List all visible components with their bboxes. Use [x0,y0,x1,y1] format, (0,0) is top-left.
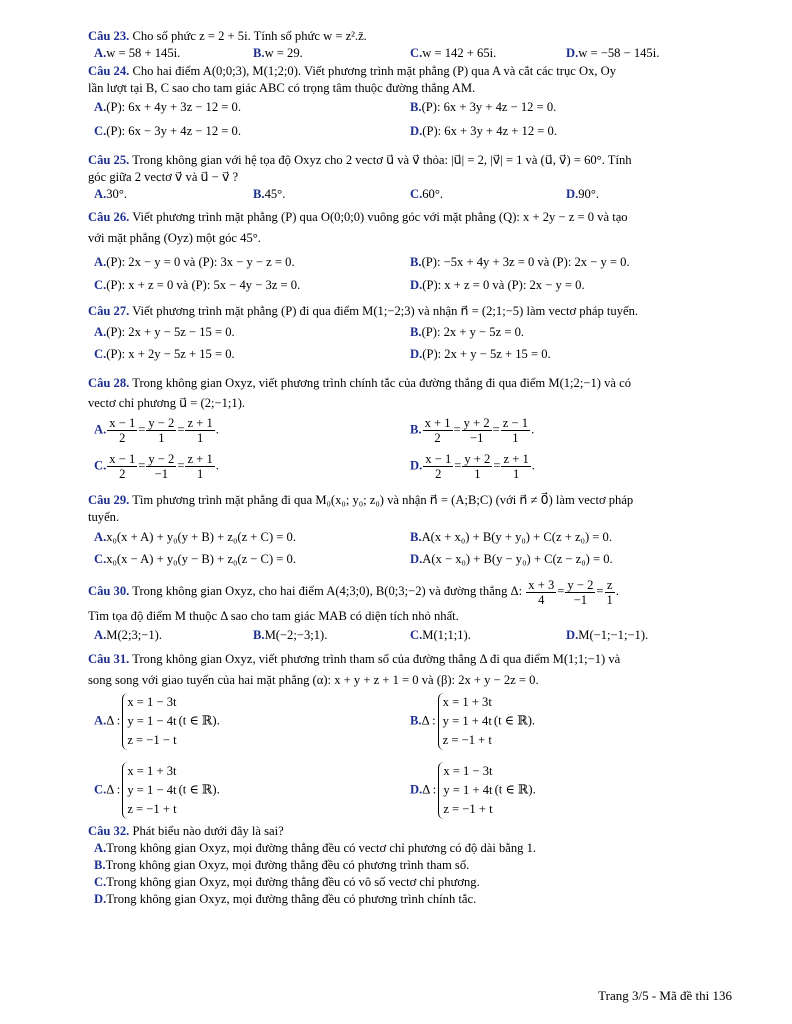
question-stem-cont: tuyến. [88,510,120,524]
question-23: Câu 23. Cho số phức z = 2 + 5i. Tính số phức w = z².z̄. A.w = 58 + 145i. B.w = 29. C.w = 142 + 65i. D.w = −58 − 145i. [88,29,660,60]
question-number: Câu 29. [88,493,130,507]
question-number: Câu 28. [88,376,130,390]
option-c[interactable]: (P): x + 2y − 5z + 15 = 0. [106,347,235,361]
question-stem: Cho hai điểm A(0;0;3), M(1;2;0). Viết phương trình mặt phẳng (P) qua A và cắt các trục Ox, Oy [132,64,617,78]
question-number: Câu 32. [88,824,130,838]
option-c[interactable]: C. $\frac{x - 1}{2}$ = $\frac{y - 2}{-1}$ = $\frac{z + 1}{1}$ . [94,452,219,481]
question-stem-cont: Tìm tọa độ điểm M thuộc Δ sao cho tam giác MAB có diện tích nhỏ nhất. [88,609,459,623]
option-c[interactable]: Trong không gian Oxyz, mọi đường thẳng đều có vô số vectơ chỉ phương. [106,875,480,889]
option-a[interactable]: (P): 2x + y − 5z − 15 = 0. [106,325,235,339]
question-25: Câu 25. Trong không gian với hệ tọa độ Oxyz cho 2 vectơ u⃗ và v⃗ thỏa: |u⃗| = 2, |v⃗| = 1 và (u⃗, v⃗) = 60°. Tính góc giữa 2 vectơ v⃗ và u⃗ − v⃗ ? A.30°. B.45°. C.60°. D.90°. [88,152,732,203]
option-b[interactable]: (P): −5x + 4y + 3z = 0 và (P): 2x − y = 0. [421,255,630,269]
option-b[interactable]: A(x + x₀) + B(y + y₀) + C(z + z₀) = 0. [421,530,612,544]
question-stem-cont: lần lượt tại B, C sao cho tam giác ABC có trọng tâm thuộc đường thẳng AM. [88,81,476,95]
option-a[interactable]: 30°. [106,187,128,201]
option-a[interactable]: (P): 2x − y = 0 và (P): 3x − y − z = 0. [106,255,295,269]
question-stem: Viết phương trình mặt phẳng (P) đi qua điểm M(1;−2;3) và nhận n⃗ = (2;1;−5) làm vectơ pháp tuyến. [132,304,639,318]
option-a[interactable]: (P): 6x + 4y + 3z − 12 = 0. [106,100,241,114]
question-stem: Viết phương trình mặt phẳng (P) qua O(0;0;0) vuông góc với mặt phẳng (Q): x + 2y − z = 0 và tạo [132,210,628,224]
question-stem: Trong không gian với hệ tọa độ Oxyz cho 2 vectơ u⃗ và v⃗ thỏa: |u⃗| = 2, |v⃗| = 1 và (u⃗, v⃗) = 60°. Tính [132,153,632,167]
option-d[interactable]: (P): x + z = 0 và (P): 2x − y = 0. [422,278,585,292]
option-a[interactable]: A. $\frac{x - 1}{2}$ = $\frac{y - 2}{1}$ = $\frac{z + 1}{1}$ . [94,416,219,445]
question-26: Câu 26. Viết phương trình mặt phẳng (P) qua O(0;0;0) vuông góc với mặt phẳng (Q): x + 2y − z = 0 và tạo với mặt phẳng (Oyz) một góc 45°. A.(P): 2x − y = 0 và (P): 3x − y − z = 0. B.(P): −5x + 4y + 3z = 0 và (P): 2x − y = 0. C.(P): x + z = 0 và (P): 5x − 4y − 3z = 0. D.(P): x + z = 0 và (P): 2x − y = 0. [88,207,732,299]
question-stem: Cho số phức z = 2 + 5i. Tính số phức w = z².z̄. [132,29,367,43]
question-stem: Trong không gian Oxyz, cho hai điểm A(4;3;0), B(0;3;−2) và đường thẳng Δ: [132,584,523,598]
question-number: Câu 25. [88,153,130,167]
option-d[interactable]: A(x − x₀) + B(y − y₀) + C(z − z₀) = 0. [422,552,613,566]
question-stem-cont: vectơ chỉ phương u⃗ = (2;−1;1). [88,396,246,410]
option-d[interactable]: (P): 2x + y − 5z + 15 = 0. [422,347,551,361]
question-stem-cont: với mặt phẳng (Oyz) một góc 45°. [88,231,261,245]
page-footer: Trang 3/5 - Mã đề thi 136 [598,988,732,1003]
option-c[interactable]: x₀(x − A) + y₀(y − B) + z₀(z − C) = 0. [106,552,296,566]
question-number: Câu 27. [88,304,130,318]
option-d[interactable]: w = −58 − 145i. [578,46,660,60]
option-d[interactable]: 90°. [578,187,600,201]
question-number: Câu 23. [88,29,130,43]
option-b[interactable]: w = 29. [264,46,303,60]
question-31 [88,649,732,829]
option-c[interactable]: M(1;1;1). [422,628,471,642]
question-stem: Tìm phương trình mặt phẳng đi qua M₀(x₀; y₀; z₀) và nhận n⃗ = (A;B;C) (với n⃗ ≠ 0⃗) làm vectơ pháp [132,493,634,507]
question-number: Câu 30. [88,584,130,598]
option-d[interactable]: D. $\frac{x - 1}{2}$ = $\frac{y + 2}{1}$ = $\frac{z + 1}{1}$ . [410,452,535,481]
question-stem-cont: góc giữa 2 vectơ v⃗ và u⃗ − v⃗ ? [88,170,239,184]
question-number: Câu 31. [88,652,130,666]
option-d[interactable]: M(−1;−1;−1). [578,628,649,642]
option-a[interactable]: w = 58 + 145i. [106,46,181,60]
question-stem: Trong không gian Oxyz, viết phương trình chính tắc của đường thẳng đi qua điểm M(1;2;−1) và có [132,376,632,390]
option-a[interactable]: Trong không gian Oxyz, mọi đường thẳng đều có vectơ chỉ phương có độ dài bằng 1. [106,841,537,855]
option-b[interactable]: (P): 2x + y − 5z = 0. [421,325,525,339]
option-b[interactable]: B.Δ : x = 1 + 3t y = 1 + 4t z = −1 + t (t ∈ ℝ). [410,693,535,750]
option-b[interactable]: M(−2;−3;1). [264,628,328,642]
option-b[interactable]: B. $\frac{x + 1}{2}$ = $\frac{y + 2}{-1}$ = $\frac{z - 1}{1}$ . [410,416,535,445]
option-a[interactable]: A.Δ : x = 1 − 3t y = 1 − 4t z = −1 − t (t ∈ ℝ). [94,693,220,750]
option-c[interactable]: C.Δ : x = 1 + 3t y = 1 − 4t z = −1 + t (t ∈ ℝ). [94,762,220,819]
option-c[interactable]: (P): 6x − 3y + 4z − 12 = 0. [106,124,241,138]
option-a[interactable]: x₀(x + A) + y₀(y + B) + z₀(z + C) = 0. [106,530,296,544]
question-stem: Trong không gian Oxyz, viết phương trình tham số của đường thẳng Δ đi qua điểm M(1;1;−1) và [132,652,621,666]
option-d[interactable]: Trong không gian Oxyz, mọi đường thẳng đều có phương trình chính tắc. [106,892,477,906]
question-30: Câu 30. Trong không gian Oxyz, cho hai điểm A(4;3;0), B(0;3;−2) và đường thẳng Δ: $\frac{x + 3}{4}$ = $\frac{y - 2}{-1}$ = $\frac{z}{1}$ . Tìm tọa độ điểm M thuộc Δ sao cho tam giác MAB có diện tích nhỏ nhất. A.M(2;3;−1). B.M(−2;−3;1). C.M(1;1;1). D.M(−1;−1;−1). [88,574,732,645]
option-b[interactable]: (P): 6x + 3y + 4z − 12 = 0. [421,100,557,114]
option-a[interactable]: M(2;3;−1). [106,628,162,642]
question-stem-cont: song song với giao tuyến của hai mặt phẳng (α): x + y + z + 1 = 0 và (β): 2x + y − 2z = 0. [88,673,539,687]
option-c[interactable]: 60°. [422,187,444,201]
question-stem: Phát biểu nào dưới đây là sai? [132,824,284,838]
question-number: Câu 26. [88,210,130,224]
option-b[interactable]: 45°. [264,187,286,201]
option-d[interactable]: (P): 6x + 3y + 4z + 12 = 0. [422,124,557,138]
question-27: Câu 27. Viết phương trình mặt phẳng (P) đi qua điểm M(1;−2;3) và nhận n⃗ = (2;1;−5) làm vectơ pháp tuyến. A.(P): 2x + y − 5z − 15 = 0. B.(P): 2x + y − 5z = 0. C.(P): x + 2y − 5z + 15 = 0. D.(P): 2x + y − 5z + 15 = 0. [88,304,639,361]
question-28 [88,374,732,488]
option-d[interactable]: D.Δ : x = 1 − 3t y = 1 + 4t z = −1 + t (t ∈ ℝ). [410,762,536,819]
question-29: Câu 29. Tìm phương trình mặt phẳng đi qua M₀(x₀; y₀; z₀) và nhận n⃗ = (A;B;C) (với n⃗ ≠ 0⃗) làm vectơ pháp tuyến. A.x₀(x + A) + y₀(y + B) + z₀(z + C) = 0. B.A(x + x₀) + B(y + y₀) + C(z + z₀) = 0. C.x₀(x − A) + y₀(y − B) + z₀(z − C) = 0. D.A(x − x₀) + B(y − y₀) + C(z − z₀) = 0. [88,491,732,570]
question-32: Câu 32. Phát biểu nào dưới đây là sai? A.Trong không gian Oxyz, mọi đường thẳng đều có vectơ chỉ phương có độ dài bằng 1. B.Trong không gian Oxyz, mọi đường thẳng đều có phương trình tham số. C.Trong không gian Oxyz, mọi đường thẳng đều có vô số vectơ chỉ phương. D.Trong không gian Oxyz, mọi đường thẳng đều có phương trình chính tắc. [88,824,537,906]
question-number: Câu 24. [88,64,130,78]
option-b[interactable]: Trong không gian Oxyz, mọi đường thẳng đều có phương trình tham số. [105,858,470,872]
option-c[interactable]: (P): x + z = 0 và (P): 5x − 4y − 3z = 0. [106,278,301,292]
question-24: Câu 24. Cho hai điểm A(0;0;3), M(1;2;0). Viết phương trình mặt phẳng (P) qua A và cắt các trục Ox, Oy lần lượt tại B, C sao cho tam giác ABC có trọng tâm thuộc đường thẳng AM. A.(P): 6x + 4y + 3z − 12 = 0. B.(P): 6x + 3y + 4z − 12 = 0. C.(P): 6x − 3y + 4z − 12 = 0. D.(P): 6x + 3y + 4z + 12 = 0. [88,63,732,143]
option-c[interactable]: w = 142 + 65i. [422,46,497,60]
